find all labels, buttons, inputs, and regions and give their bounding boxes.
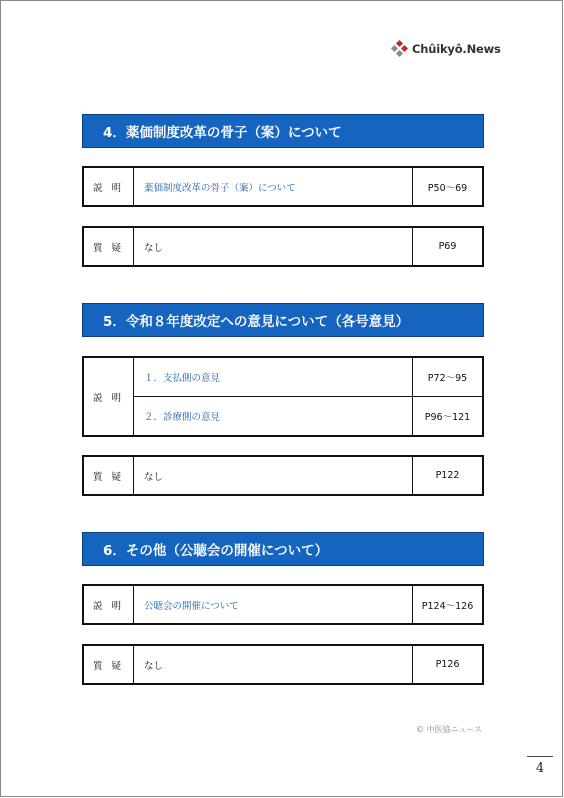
- logo-diamond-icon: [392, 41, 408, 57]
- table-row-questions: [82, 644, 484, 685]
- logo-text: Chûikyô.News: [412, 42, 501, 56]
- section-title: 5．令和８年度改定への意見について（各号意見）: [103, 314, 410, 330]
- page-reference: P126: [435, 659, 460, 670]
- row-label: 質 疑: [84, 228, 134, 265]
- questions-text: なし: [134, 228, 413, 265]
- row-label: 質 疑: [84, 457, 134, 494]
- page-reference: P96〜121: [424, 412, 471, 423]
- list-item: [134, 396, 482, 435]
- section-header-6: [82, 532, 484, 566]
- section-header-4: [82, 114, 484, 148]
- section-header-5: [82, 303, 484, 337]
- page-number-divider: [527, 756, 553, 757]
- chuikyo-news-logo: [392, 39, 501, 59]
- page-number: 4: [535, 761, 545, 776]
- agenda-link[interactable]: 公聴会の開催について: [134, 586, 413, 623]
- list-item: [134, 228, 482, 265]
- copyright-text: © 中医協ニュース: [416, 725, 483, 734]
- list-item: [134, 457, 482, 494]
- table-row-explanation: [82, 166, 484, 207]
- page-reference: P122: [435, 470, 460, 481]
- page-reference: P124〜126: [421, 600, 474, 612]
- row-label: 説 明: [84, 586, 134, 623]
- list-item: [134, 646, 482, 683]
- page-reference: P72〜95: [427, 373, 468, 384]
- table-row-explanation: [82, 356, 484, 437]
- table-row-questions: [82, 226, 484, 267]
- section-title: 4．薬価制度改革の骨子（案）について: [103, 125, 342, 141]
- row-label: 説 明: [84, 168, 134, 205]
- table-row-explanation: [82, 584, 484, 625]
- questions-text: なし: [134, 457, 413, 494]
- agenda-link[interactable]: 薬価制度改革の骨子（案）について: [134, 168, 413, 205]
- agenda-link[interactable]: １．支払側の意見: [134, 358, 413, 396]
- table-row-questions: [82, 455, 484, 496]
- page-reference: P69: [438, 241, 457, 252]
- row-label: 質 疑: [84, 646, 134, 683]
- page-reference: P50〜69: [427, 182, 468, 194]
- row-label: 説 明: [84, 358, 134, 435]
- list-item: [134, 168, 482, 205]
- list-item: [134, 586, 482, 623]
- section-title: 6．その他（公聴会の開催について）: [103, 543, 329, 559]
- list-item: [134, 358, 482, 396]
- agenda-link[interactable]: ２．診療側の意見: [134, 397, 413, 435]
- questions-text: なし: [134, 646, 413, 683]
